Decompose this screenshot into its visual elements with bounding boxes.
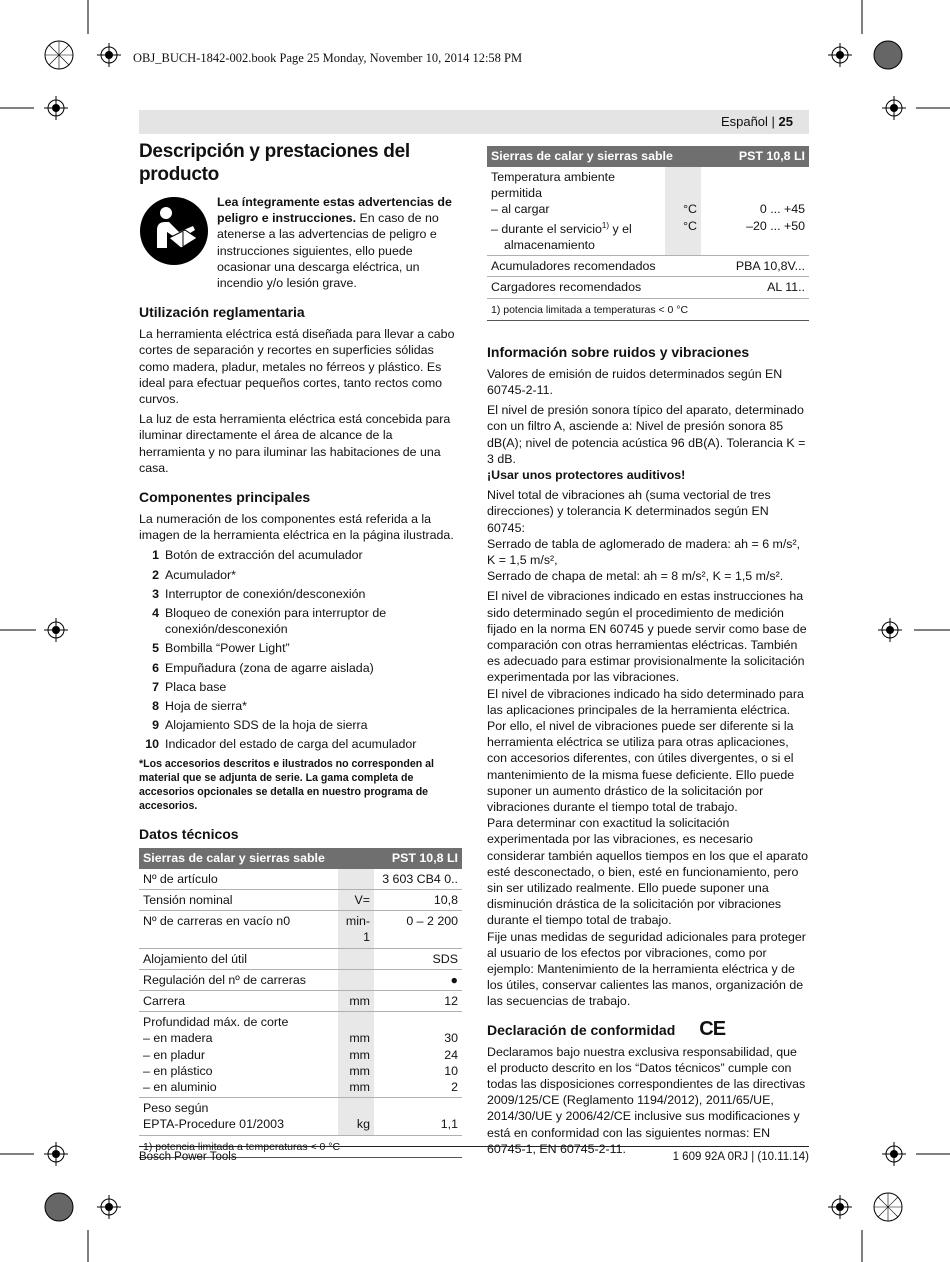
row-unit	[338, 869, 374, 890]
row-value: 3 603 CB4 0..	[374, 869, 462, 890]
weight-cell	[139, 1098, 338, 1135]
list-item	[139, 679, 462, 695]
depth-cell	[139, 1012, 338, 1098]
tech-table	[139, 848, 462, 1158]
item-number: 2	[152, 567, 159, 582]
registration-mark-middle-right	[850, 590, 950, 670]
depth-item-label: – en aluminio	[143, 1079, 217, 1094]
item-label: Empuñadura (zona de agarre aislada)	[165, 660, 374, 675]
vibration-paragraph-1: Nivel total de vibraciones ah (suma vectorial de tres direcciones) y tolerancia K determinados según EN 60745:	[487, 488, 771, 535]
row-label: Carrera	[139, 990, 338, 1011]
row-value: SDS	[374, 948, 462, 969]
item-number: 8	[152, 699, 159, 714]
table-footnote: 1) potencia limitada a temperaturas < 0 °C	[487, 298, 809, 320]
table-header-row	[139, 848, 462, 869]
conformity-heading: Declaración de conformidad	[487, 1021, 676, 1038]
row-unit: V=	[338, 889, 374, 910]
header-separator: |	[767, 114, 779, 129]
weight-value: 1,1	[440, 1117, 458, 1132]
warning-text	[217, 194, 462, 291]
table-row	[487, 256, 809, 277]
depth-item-value: 24	[444, 1047, 458, 1062]
temp-unit: °C	[683, 218, 697, 233]
row-label: Nº de artículo	[139, 869, 338, 890]
table-row	[139, 969, 462, 990]
table-footnote-row	[487, 298, 809, 320]
book-header: OBJ_BUCH-1842-002.book Page 25 Monday, November 10, 2014 12:58 PM	[133, 51, 523, 65]
vibration-paragraph-6: Para determinar con exactitud la solicitación experimentada por las vibraciones, es necesario considerar también aquellos tiempos en los que el aparato esté desconectado, o bien, esté en funcionamiento, pero sin ser utilizado realmente. Ello puede suponer una disminución drástica de la solicitación por vibraciones durante el tiempo total de trabajo.	[487, 816, 808, 928]
depth-values	[374, 1012, 462, 1098]
row-label: Cargadores recomendados	[487, 277, 701, 298]
weight-value-cell	[374, 1098, 462, 1135]
table-header-label: Sierras de calar y sierras sable	[139, 848, 374, 869]
weight-label-1: Peso según	[143, 1101, 209, 1116]
temp-cell	[487, 167, 665, 256]
page-header	[721, 114, 793, 129]
depth-item-value: 2	[451, 1079, 458, 1094]
table-row	[139, 948, 462, 969]
vibration-paragraph-5: El nivel de vibraciones indicado ha sido determinado para las aplicaciones principales de la herramienta eléctrica. Por ello, el nivel de vibraciones puede ser diferente si la herramienta eléctrica se utiliza para otras aplicaciones, con accesorios diferentes, con útiles divergentes, o si el mantenimiento de la misma fuese deficiente. Ello puede suponer un aumento drástico de la solicitación por vibraciones durante el tiempo total de trabajo.	[487, 686, 804, 815]
item-number: 4	[152, 606, 159, 621]
depth-item-value: 30	[444, 1031, 458, 1046]
registration-mark-top-left	[0, 0, 140, 120]
vibration-paragraph-7: Fije unas medidas de seguridad adicionales para proteger al usuario de los efectos por vibraciones, como por ejemplo: Mantenimiento de la herramienta eléctrica y de los útiles, conservar calientes las manos, organización de las secuencias de trabajo.	[487, 929, 806, 1009]
temp-unit: °C	[683, 202, 697, 217]
temp-service: – durante el servicio	[491, 221, 602, 236]
table-row	[139, 1098, 462, 1135]
read-manual-icon	[139, 196, 209, 266]
table-header-model: PST 10,8 LI	[374, 848, 462, 869]
temp-service-tail: y el	[609, 221, 632, 236]
row-unit: mm	[338, 990, 374, 1011]
use-paragraph-1: La herramienta eléctrica está diseñada para llevar a cabo cortes de separación y recortes en superficies sólidas como madera, pladur, metales no férreos y plástico. Es ideal para efectuar pequeños cortes, tanto rectos como curvos.	[139, 327, 455, 407]
depth-item-value: 10	[444, 1063, 458, 1078]
weight-unit-cell	[338, 1098, 374, 1135]
depth-item-unit: mm	[349, 1031, 370, 1046]
item-number: 10	[145, 737, 159, 752]
item-number: 1	[152, 548, 159, 563]
list-item	[139, 567, 462, 583]
depth-units	[338, 1012, 374, 1098]
list-item	[139, 586, 462, 602]
depth-item-label: – en pladur	[143, 1047, 206, 1062]
row-value: AL 11..	[701, 277, 809, 298]
noise-paragraph-2: El nivel de presión sonora típico del aparato, determinado con un filtro A, asciende a: Nivel de presión sonora 85 dB(A); nivel de potencia acústica 96 dB(A). Tolerancia K = 3 dB.	[487, 403, 806, 466]
page-header-bar	[139, 110, 809, 134]
temp-service-line	[491, 218, 661, 237]
item-number: 5	[152, 641, 159, 656]
list-item	[139, 660, 462, 676]
weight-unit: kg	[356, 1117, 370, 1132]
temp-service-sup: 1)	[601, 220, 610, 230]
temp-value: –20 ... +50	[746, 218, 805, 233]
item-label: Interruptor de conexión/desconexión	[165, 586, 366, 601]
warning-block	[139, 194, 462, 291]
header-language: Español	[720, 114, 768, 129]
depth-item-label: – en plástico	[143, 1063, 213, 1078]
tech-heading: Datos técnicos	[139, 825, 239, 842]
components-intro: La numeración de los componentes está referida a la imagen de la herramienta eléctrica en la página ilustrada.	[139, 512, 454, 543]
row-value: ●	[374, 969, 462, 990]
warning-body: En caso de no atenerse a las advertencias de peligro e instrucciones siguientes, ello puede ocasionar una descarga eléctrica, un incendio y/o lesión grave.	[217, 211, 439, 291]
registration-mark-bottom-right	[810, 1140, 950, 1262]
table-row	[487, 167, 809, 256]
noise-heading: Información sobre ruidos y vibraciones	[487, 343, 750, 360]
vibration-paragraph-2: Serrado de tabla de aglomerado de madera: ah = 6 m/s², K = 1,5 m/s²,	[487, 536, 801, 567]
table-row	[139, 889, 462, 910]
use-heading: Utilización reglamentaria	[139, 304, 305, 321]
item-label: Botón de extracción del acumulador	[165, 548, 363, 563]
table-header-label: Sierras de calar y sierras sable	[487, 146, 701, 167]
row-unit	[338, 969, 374, 990]
table-row	[139, 990, 462, 1011]
table-header-row	[487, 146, 809, 167]
temp-values	[701, 167, 809, 256]
depth-label: Profundidad máx. de corte	[143, 1015, 289, 1030]
depth-item-unit: mm	[349, 1079, 370, 1094]
table-row	[139, 911, 462, 948]
temp-storage: almacenamiento	[504, 237, 595, 252]
registration-mark-middle-left	[0, 590, 100, 670]
row-label: Regulación del nº de carreras	[139, 969, 338, 990]
depth-item-label: – en madera	[143, 1031, 213, 1046]
item-label: Hoja de sierra*	[165, 699, 247, 714]
noise-warning: ¡Usar unos protectores auditivos!	[487, 467, 686, 482]
list-item	[139, 640, 462, 656]
table-row	[139, 1012, 462, 1098]
item-label: Indicador del estado de carga del acumulador	[165, 737, 417, 752]
row-value: 10,8	[374, 889, 462, 910]
conformity-heading-row	[487, 1017, 809, 1040]
row-label: Alojamiento del útil	[139, 948, 338, 969]
item-number: 3	[152, 586, 159, 601]
warning-bold: Lea íntegramente estas advertencias de peligro e instrucciones.	[217, 195, 452, 226]
temp-label: Temperatura ambiente permitida	[491, 170, 615, 201]
item-number: 9	[152, 718, 159, 733]
table-footnote: 1) potencia limitada a temperaturas < 0 °C	[139, 1135, 462, 1157]
left-column	[139, 140, 462, 1158]
footer-right: 1 609 92A 0RJ | (10.11.14)	[672, 1151, 809, 1163]
weight-label-2: EPTA-Procedure 01/2003	[143, 1117, 284, 1132]
temp-charge: – al cargar	[491, 202, 550, 217]
list-item	[139, 547, 462, 563]
row-value: 0 – 2 200	[374, 911, 462, 948]
accessories-note: *Los accesorios descritos e ilustrados no corresponden al material que se adjunta de serie. La gama completa de accesorios opcionales se detalla en nuestro programa de accesorios.	[139, 757, 434, 812]
registration-mark-top-right	[810, 0, 950, 120]
temp-units	[665, 167, 701, 256]
table-row	[139, 869, 462, 890]
row-unit	[338, 948, 374, 969]
item-label: Bloqueo de conexión para interruptor de conexión/desconexión	[165, 606, 387, 637]
row-value: PBA 10,8V...	[701, 256, 809, 277]
vibration-paragraph-3: Serrado de chapa de metal: ah = 8 m/s², K = 1,5 m/s².	[487, 569, 784, 584]
list-item	[139, 717, 462, 733]
row-label: Tensión nominal	[139, 889, 338, 910]
components-list	[139, 547, 462, 752]
page-number: 25	[778, 114, 793, 129]
item-label: Bombilla “Power Light”	[165, 641, 290, 656]
item-label: Acumulador*	[165, 567, 236, 582]
temp-value: 0 ... +45	[759, 202, 805, 217]
section-title: Descripción y prestaciones del producto	[139, 141, 410, 185]
list-item	[139, 605, 462, 637]
item-label: Alojamiento SDS de la hoja de sierra	[165, 718, 368, 733]
item-number: 7	[152, 679, 159, 694]
row-unit: min-1	[338, 911, 374, 948]
use-paragraph-2: La luz de esta herramienta eléctrica está concebida para iluminar directamente el área de alcance de la herramienta y no para iluminar las habitaciones de una casa.	[139, 412, 451, 475]
row-label: Acumuladores recomendados	[487, 256, 701, 277]
list-item	[139, 698, 462, 714]
components-heading: Componentes principales	[139, 489, 311, 506]
depth-item-unit: mm	[349, 1063, 370, 1078]
depth-item-unit: mm	[349, 1047, 370, 1062]
item-label: Placa base	[165, 679, 227, 694]
table-header-model: PST 10,8 LI	[701, 146, 809, 167]
ce-mark-icon: CE	[699, 1017, 726, 1040]
conformity-paragraph: Declaramos bajo nuestra exclusiva responsabilidad, que el producto descrito en los “Datos técnicos” cumple con todas las disposiciones correspondientes de las directivas 2009/125/CE (Reglamento 1194/2012), 2011/65/UE, 2014/30/UE y 2006/42/CE inclusive sus modificaciones y está en conformidad con las siguientes normas: EN 60745-1, EN 60745-2-11.	[487, 1044, 806, 1156]
tech-table-continued	[487, 146, 809, 321]
footer-left: Bosch Power Tools	[139, 1151, 237, 1163]
noise-paragraph-1: Valores de emisión de ruidos determinados según EN 60745-2-11.	[487, 366, 783, 397]
row-label: Nº de carreras en vacío n0	[139, 911, 338, 948]
vibration-paragraph-4: El nivel de vibraciones indicado en estas instrucciones ha sido determinado según el procedimiento de medición fijado en la norma EN 60745 y puede servir como base de comparación con otras herramientas eléctricas. También es adecuado para estimar provisionalmente la solicitación experimentada por las vibraciones.	[487, 589, 807, 685]
registration-mark-bottom-left	[0, 1140, 140, 1262]
right-column	[487, 146, 809, 1161]
list-item	[139, 736, 462, 752]
row-value: 12	[374, 990, 462, 1011]
table-row	[487, 277, 809, 298]
item-number: 6	[152, 660, 159, 675]
